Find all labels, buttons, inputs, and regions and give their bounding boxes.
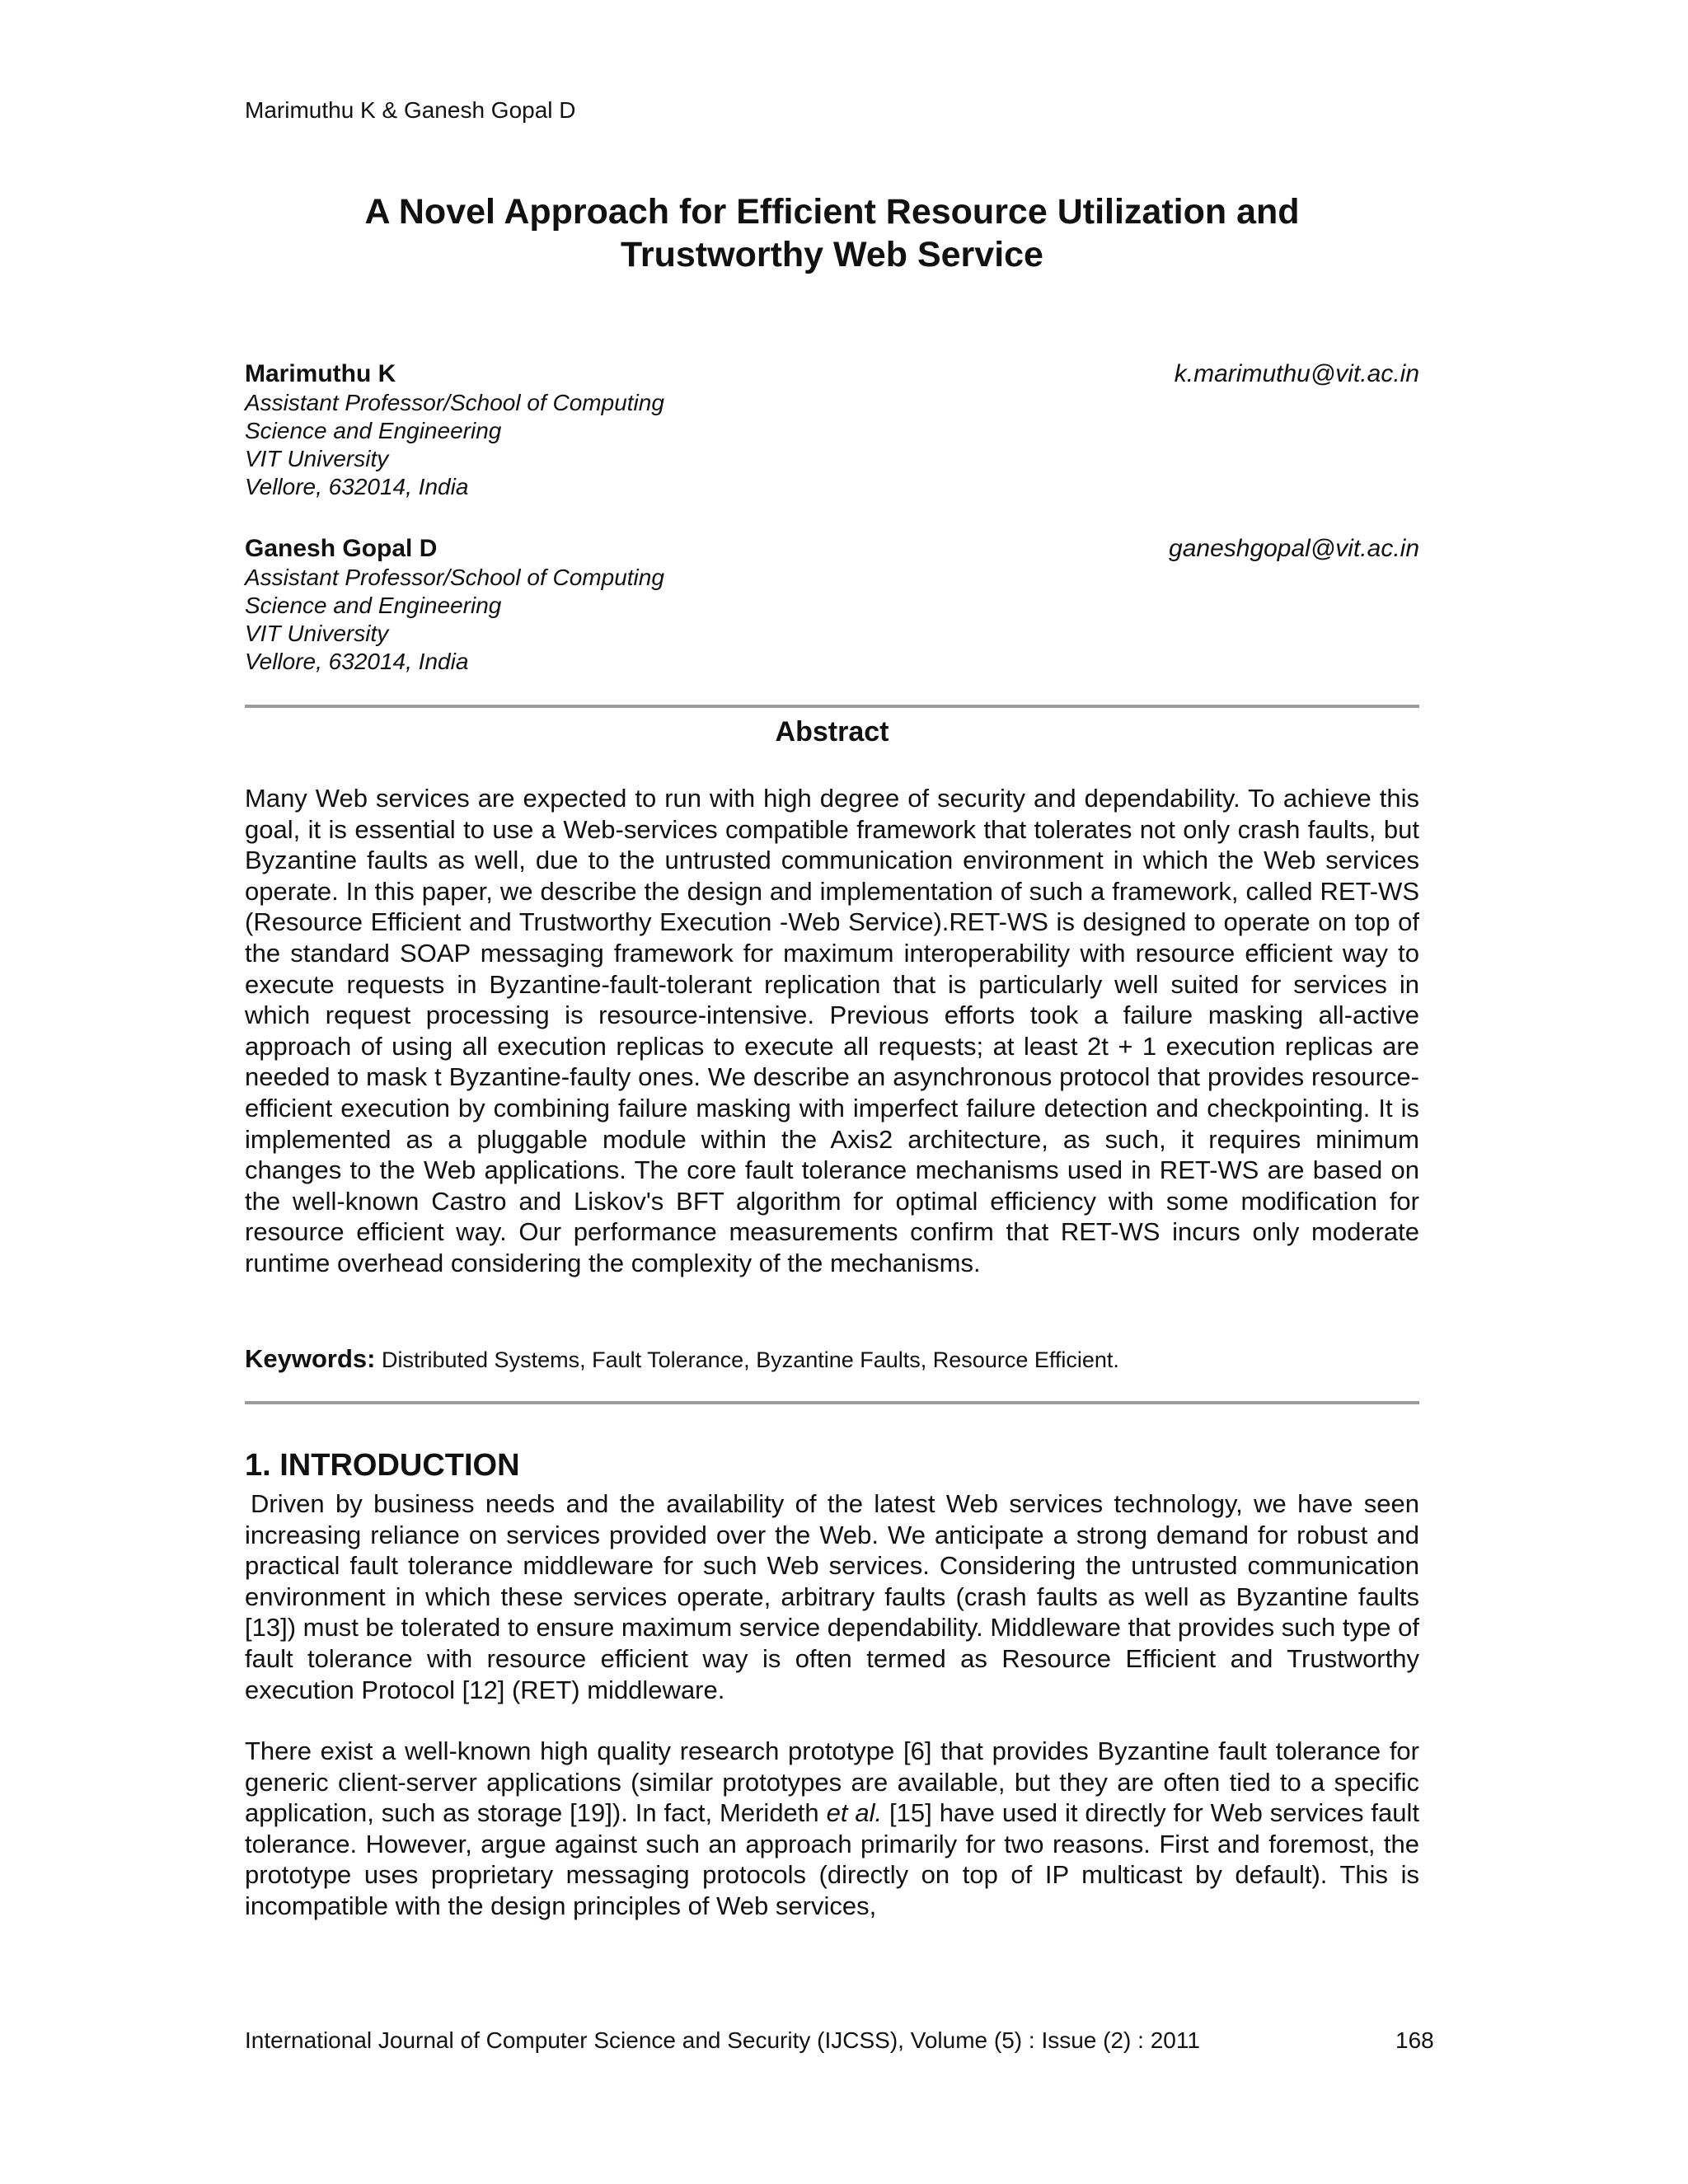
author-affiliation-line: Assistant Professor/School of Computing — [245, 390, 664, 415]
intro-paragraph-2-part-2: [15] have used it directly for Web services fault tolerance. However, argue against such an approach primarily for two reasons. First and foremost, the prototype uses proprietary messaging protocols (directly on top of IP multicast by default). This is incompatible with the design principles of Web services, — [245, 1798, 1419, 1920]
keywords — [245, 1344, 1419, 1375]
running-header: Marimuthu K & Ganesh Gopal D — [245, 97, 576, 123]
intro-paragraph-2 — [245, 1736, 1419, 1922]
author-email: k.marimuthu@vit.ac.in — [1174, 360, 1419, 387]
intro-paragraph-2-italic: et al. — [826, 1798, 883, 1828]
intro-paragraph-2-part-1: There exist a well-known high quality research prototype [6] that provides Byzantine fault tolerance for generic client-server applications (similar prototypes are available, but they are often tied to a specific application, such as storage [19]). In fact, Merideth — [245, 1736, 1419, 1828]
divider-top — [245, 705, 1419, 708]
author-block-2 — [245, 534, 1419, 676]
author-affiliation-line: VIT University — [245, 621, 389, 646]
paper-title-line-1: A Novel Approach for Efficient Resource Utilization and — [364, 192, 1300, 232]
author-affiliation-line: Vellore, 632014, India — [245, 474, 469, 499]
intro-paragraph-1: Driven by business needs and the availability of the latest Web services technology, we have seen increasing reliance on services provided over the Web. We anticipate a strong demand for robust and practical fault tolerance middleware for such Web services. Considering the untrusted communication environment in which these services operate, arbitrary faults (crash faults as well as Byzantine faults [13]) must be tolerated to ensure maximum service dependability. Middleware that provides such type of fault tolerance with resource efficient way is often termed as Resource Efficient and Trustworthy execution Protocol [12] (RET) middleware. — [245, 1489, 1419, 1704]
author-affiliation-line: Vellore, 632014, India — [245, 649, 469, 674]
section-heading-introduction: 1. INTRODUCTION — [245, 1448, 520, 1483]
author-block-1 — [245, 359, 1419, 501]
footer-journal: International Journal of Computer Science and Security (IJCSS), Volume (5) : Issue (2) : 2011 — [245, 2027, 1200, 2053]
keywords-text: Distributed Systems, Fault Tolerance, Byzantine Faults, Resource Efficient. — [382, 1347, 1119, 1372]
keywords-label: Keywords: — [245, 1344, 376, 1373]
abstract-heading: Abstract — [775, 716, 889, 748]
author-affiliation-line: VIT University — [245, 446, 389, 471]
paper-title-line-2: Trustworthy Web Service — [621, 235, 1043, 274]
author-name: Ganesh Gopal D — [245, 535, 438, 562]
author-affiliation-line: Science and Engineering — [245, 593, 502, 618]
abstract-text: Many Web services are expected to run with high degree of security and dependability. To achieve this goal, it is essential to use a Web-services compatible framework that tolerates not only crash faults, but Byzantine faults as well, due to the untrusted communication environment in which the Web services operate. In this paper, we describe the design and implementation of such a framework, called RET-WS (Resource Efficient and Trustworthy Execution -Web Service).RET-WS is designed to operate on top of the standard SOAP messaging framework for maximum interoperability with resource efficient way to execute requests in Byzantine-fault-tolerant replication that is particularly well suited for services in which request processing is resource-intensive. Previous efforts took a failure masking all-active approach of using all execution replicas to execute all requests; at least 2t + 1 execution replicas are needed to mask t Byzantine-faulty ones. We describe an asynchronous protocol that provides resource-efficient execution by combining failure masking with imperfect failure detection and checkpointing. It is implemented as a pluggable module within the Axis2 architecture, as such, it requires minimum changes to the Web applications. The core fault tolerance mechanisms used in RET-WS are based on the well-known Castro and Liskov's BFT algorithm for optimal efficiency with some modification for resource efficient way. Our performance measurements confirm that RET-WS incurs only moderate runtime overhead considering the complexity of the mechanisms. — [245, 784, 1419, 1277]
footer-page-number: 168 — [1395, 2027, 1434, 2053]
author-email: ganeshgopal@vit.ac.in — [1169, 535, 1419, 562]
author-affiliation-line: Science and Engineering — [245, 418, 502, 443]
author-name: Marimuthu K — [245, 360, 396, 387]
divider-bottom — [245, 1401, 1419, 1404]
author-affiliation-line: Assistant Professor/School of Computing — [245, 565, 664, 590]
